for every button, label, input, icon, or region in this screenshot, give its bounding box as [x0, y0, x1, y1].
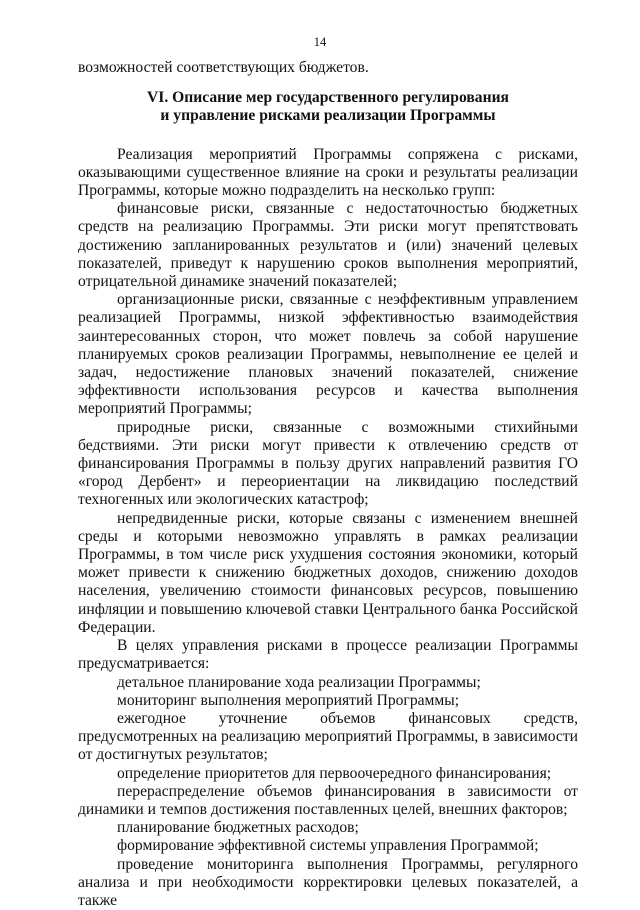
paragraph-unforeseen-risks: непредвиденные риски, которые связаны с изменением внешней среды и которыми невозможно управлять в рамках реализации Программы, в том числе риск ухудшения состояния экономики, который может привести к снижению бюджетных доходов, снижению доходов населения, увеличению стоимости финансовых ресурсов, повышению инфляции и повышению ключевой ставки Центрального банка Российской Федерации.: [78, 509, 578, 636]
paragraph-financial-risks: финансовые риски, связанные с недостаточностью бюджетных средств на реализацию Программы. Эти риски могут препятствовать достижению запланированных результатов и (или) значений целевых показателей, приведут к нарушению сроков выполнения мероприятий, отрицательной динамике значений показателей;: [78, 200, 578, 291]
paragraph-organizational-risks: организационные риски, связанные с неэффективным управлением реализацией Программы, низкой эффективностью взаимодействия заинтересованных сторон, что может повлечь за собой нарушение планируемых сроков реализации Программы, невыполнение ее целей и задач, недостижение плановых значений показателей, снижение эффективности использования ресурсов и качества выполнения мероприятий Программы;: [78, 291, 578, 418]
list-item: проведение мониторинга выполнения Программы, регулярного анализа и при необходимости корректировки целевых показателей, а также: [78, 855, 578, 909]
paragraph-intro-risks: Реализация мероприятий Программы сопряжена с рисками, оказывающими существенное влияние на сроки и результаты реализации Программы, которые можно подразделить на несколько групп:: [78, 145, 578, 200]
list-item: перераспределение объемов финансирования в зависимости от динамики и темпов достижения поставленных целей, внешних факторов;: [78, 782, 578, 818]
list-item: определение приоритетов для первоочередного финансирования;: [117, 764, 552, 782]
section-heading: [78, 89, 578, 125]
list-item: ежегодное уточнение объемов финансовых средств, предусмотренных на реализацию мероприятий Программы, в зависимости от достигнутых результатов;: [78, 709, 578, 764]
list-item: формирование эффективной системы управления Программой;: [117, 837, 539, 855]
page-number: 14: [313, 35, 327, 49]
list-item: планирование бюджетных расходов;: [117, 819, 359, 837]
paragraph-risk-management-intro: В целях управления рисками в процессе реализации Программы предусматривается:: [78, 637, 578, 673]
list-item: детальное планирование хода реализации Программы;: [117, 673, 481, 691]
section-heading-line-1: VI. Описание мер государственного регулирования: [146, 89, 509, 107]
document-body: [78, 59, 578, 910]
intro-fragment: возможностей соответствующих бюджетов.: [78, 59, 369, 76]
list-item: мониторинг выполнения мероприятий Программы;: [117, 691, 460, 709]
section-heading-line-2: и управление рисками реализации Программы: [160, 107, 496, 125]
paragraph-natural-risks: природные риски, связанные с возможными стихийными бедствиями. Эти риски могут привести к отвлечению средств от финансирования Программы в пользу других направлений развития ГО «город Дербент» и переориентации на ликвидацию последствий техногенных или экологических катастроф;: [78, 418, 578, 509]
